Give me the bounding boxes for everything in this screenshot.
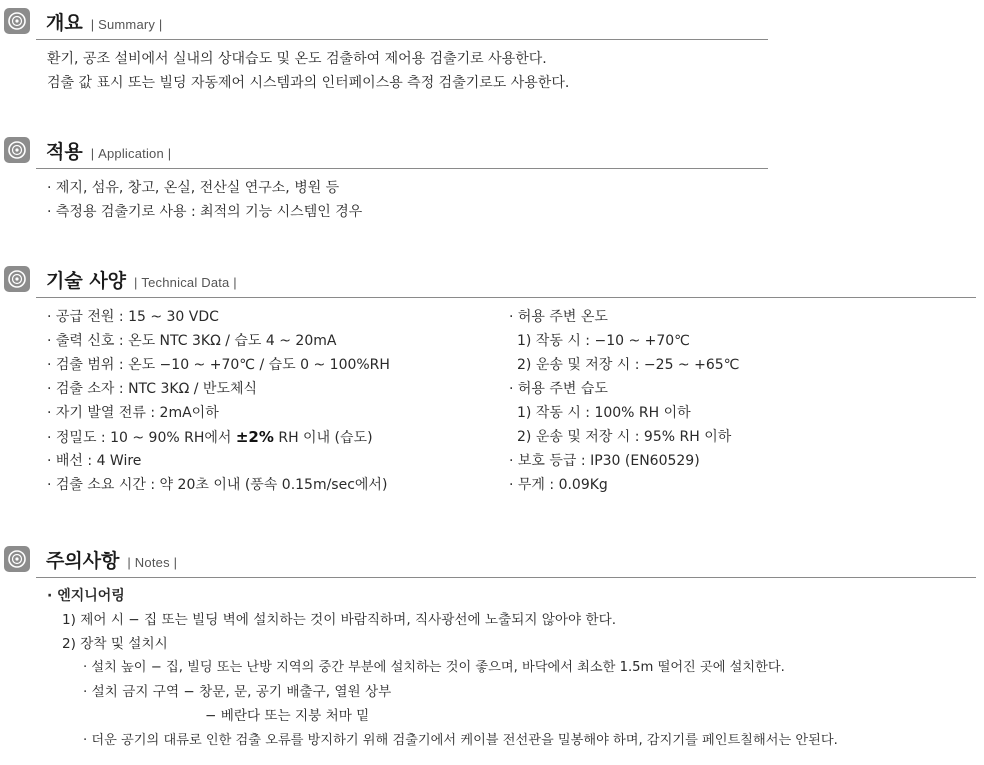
notes-control: 1) 제어 시 − 집 또는 빌딩 벽에 설치하는 것이 바람직하며, 직사광선에 노출되지 않아야 한다. — [62, 612, 617, 628]
tech-right-temp-operate: 1) 작동 시 : −10 ~ +70℃ — [517, 333, 690, 349]
summary-title — [46, 8, 163, 35]
notes-install-heading: 2) 장착 및 설치시 — [62, 636, 168, 652]
tech-left-output: · 출력 신호 : 온도 NTC 3KΩ / 습도 4 ~ 20mA — [47, 333, 337, 349]
technical-title-text: 기술 사양 — [46, 270, 127, 292]
application-section-icon — [4, 137, 30, 163]
notes-engineering-heading: · 엔지니어링 — [47, 588, 125, 604]
application-title — [46, 137, 171, 164]
notes-forbidden-area-2: − 베란다 또는 지붕 처마 밑 — [205, 708, 370, 724]
technical-section-icon — [4, 266, 30, 292]
tech-left-wiring: · 배선 : 4 Wire — [47, 453, 142, 469]
tech-left-accuracy — [47, 427, 373, 448]
accuracy-emphasis: ±2% — [235, 428, 274, 446]
notes-convection: · 더운 공기의 대류로 인한 검출 오류를 방지하기 위해 검출기에서 케이블 전선관을 밀봉해야 하며, 감지기를 페인트칠해서는 안된다. — [83, 733, 838, 748]
tech-left-element: · 검출 소자 : NTC 3KΩ / 반도체식 — [47, 381, 257, 397]
summary-line-2: 검출 값 표시 또는 빌딩 자동제어 시스템과의 인터페이스용 측정 검출기로도 사용한다. — [47, 75, 570, 91]
tech-right-temp-heading: · 허용 주변 온도 — [509, 309, 608, 325]
tech-right-humid-storage: 2) 운송 및 저장 시 : 95% RH 이하 — [517, 429, 732, 445]
application-line-1: · 제지, 섬유, 창고, 온실, 전산실 연구소, 병원 등 — [47, 180, 340, 196]
application-line-2: · 측정용 검출기로 사용 : 최적의 기능 시스템인 경우 — [47, 204, 363, 220]
tech-right-weight: · 무게 : 0.09Kg — [509, 477, 608, 493]
technical-title — [46, 266, 237, 293]
tech-left-range: · 검출 범위 : 온도 −10 ~ +70℃ / 습도 0 ~ 100%RH — [47, 357, 390, 373]
tech-right-humid-operate: 1) 작동 시 : 100% RH 이하 — [517, 405, 691, 421]
technical-divider — [36, 297, 976, 298]
tech-right-humid-heading: · 허용 주변 습도 — [509, 381, 608, 397]
notes-install-height: · 설치 높이 − 집, 빌딩 또는 난방 지역의 중간 부분에 설치하는 것이 좋으며, 바닥에서 최소한 1.5m 떨어진 곳에 설치한다. — [83, 660, 785, 675]
notes-title-text: 주의사항 — [46, 550, 120, 572]
summary-divider — [36, 39, 768, 40]
notes-divider — [36, 577, 976, 578]
application-divider — [36, 168, 768, 169]
notes-subtitle: | Notes | — [127, 555, 178, 570]
tech-left-response: · 검출 소요 시간 : 약 20초 이내 (풍속 0.15m/sec에서) — [47, 477, 388, 493]
application-title-text: 적용 — [46, 141, 83, 163]
accuracy-suffix: RH 이내 (습도) — [273, 430, 373, 446]
tech-left-current: · 자기 발열 전류 : 2mA이하 — [47, 405, 219, 421]
tech-left-power: · 공급 전원 : 15 ~ 30 VDC — [47, 309, 219, 325]
application-subtitle: | Application | — [90, 146, 172, 161]
summary-title-text: 개요 — [46, 12, 83, 34]
notes-title — [46, 546, 177, 573]
summary-subtitle: | Summary | — [90, 17, 163, 32]
tech-right-temp-storage: 2) 운송 및 저장 시 : −25 ~ +65℃ — [517, 357, 740, 373]
technical-subtitle: | Technical Data | — [134, 275, 237, 290]
summary-line-1: 환기, 공조 설비에서 실내의 상대습도 및 온도 검출하여 제어용 검출기로 사용한다. — [47, 51, 547, 67]
tech-right-protection: · 보호 등급 : IP30 (EN60529) — [509, 453, 700, 469]
notes-section-icon — [4, 546, 30, 572]
accuracy-prefix: · 정밀도 : 10 ~ 90% RH에서 — [47, 430, 236, 446]
notes-forbidden-area: · 설치 금지 구역 − 창문, 문, 공기 배출구, 열원 상부 — [83, 684, 392, 700]
summary-section-icon — [4, 8, 30, 34]
